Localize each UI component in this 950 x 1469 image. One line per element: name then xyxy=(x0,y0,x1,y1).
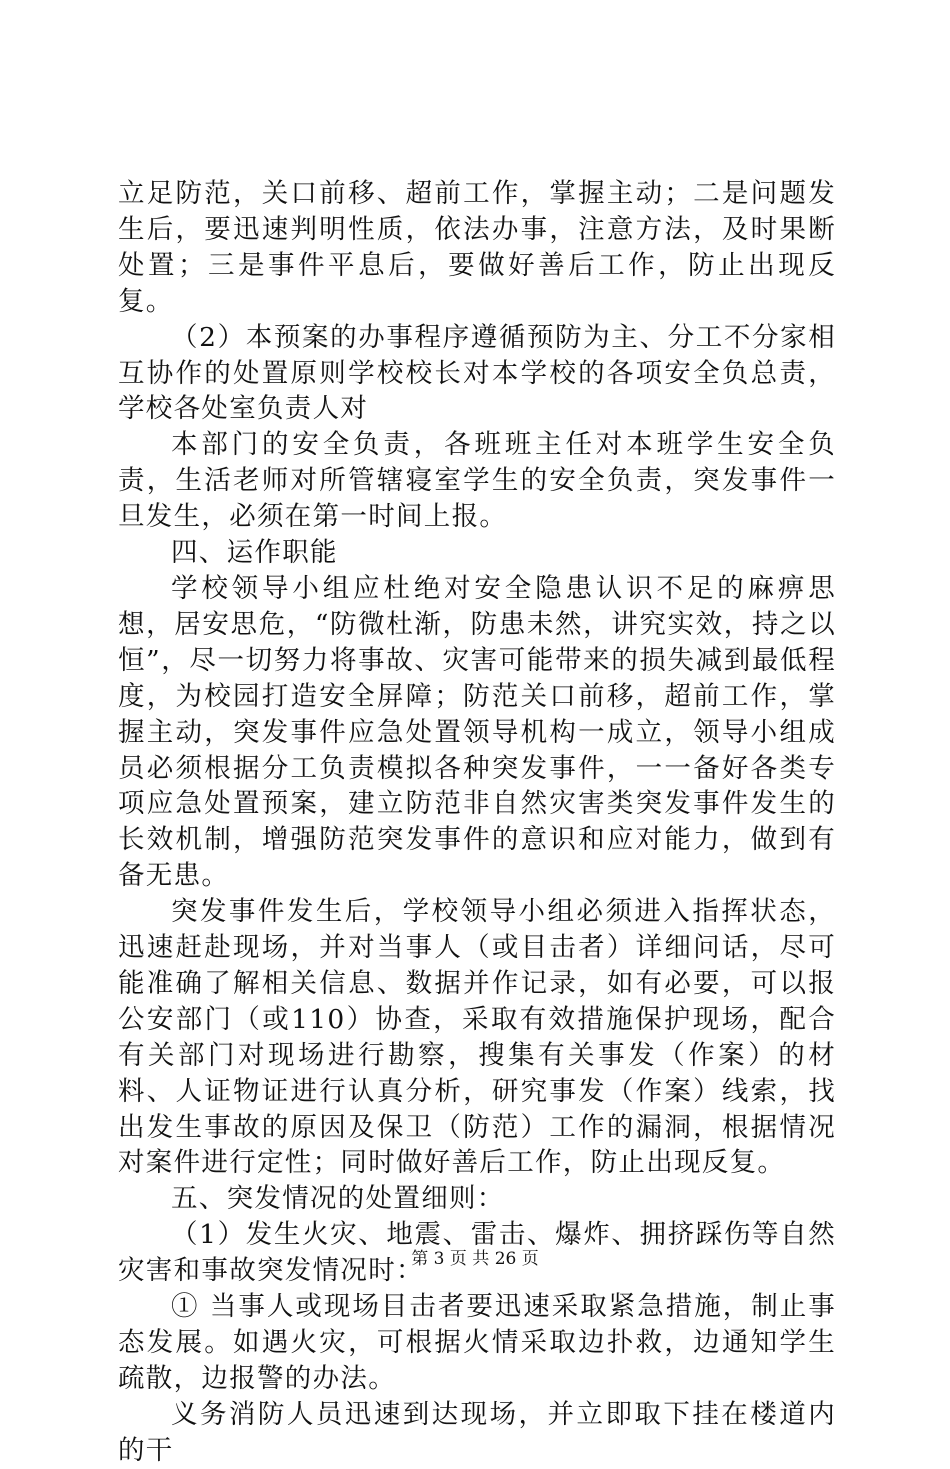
paragraph: 立足防范，关口前移、超前工作，掌握主动；二是问题发生后，要迅速判明性质，依法办事，注意方法，及时果断处置；三是事件平息后，要做好善后工作，防止出现反复。 xyxy=(118,178,836,317)
section-heading: 四、运作职能 xyxy=(171,537,338,569)
paragraph: 学校领导小组应杜绝对安全隐患认识不足的麻痹思想，居安思危，“防微杜渐，防患未然，讲究实效，持之以恒”，尽一切努力将事故、灾害可能带来的损失减到最低程度，为校园打造安全屏障；防范关口前移，超前工作，掌握主动，突发事件应急处置领导机构一成立，领导小组成员必须根据分工负责模拟各种突发事件，一一备好各类专项应急处置预案，建立防范非自然灾害类突发事件发生的长效机制，增强防范突发事件的意识和应对能力，做到有备无患。 xyxy=(118,572,836,892)
section-heading: 五、突发情况的处置细则： xyxy=(171,1183,505,1215)
paragraph: 本部门的安全负责，各班班主任对本班学生安全负责，生活老师对所管辖寝室学生的安全负责，突发事件一旦发生，必须在第一时间上报。 xyxy=(118,429,836,533)
paragraph: （2）本预案的办事程序遵循预防为主、分工不分家相互协作的处置原则学校校长对本学校的各项安全负总责，学校各处室负责人对 xyxy=(118,321,836,425)
document-body xyxy=(118,176,836,1469)
page-number-footer: 第 3 页 共 26 页 xyxy=(411,1249,539,1269)
paragraph: ① 当事人或现场目击者要迅速采取紧急措施，制止事态发展。如遇火灾，可根据火情采取边扑救，边通知学生疏散，边报警的办法。 xyxy=(118,1291,836,1394)
paragraph: （1）发生火灾、地震、雷击、爆炸、拥挤踩伤等自然灾害和事故突发情况时： xyxy=(118,1219,836,1287)
paragraph: 突发事件发生后，学校领导小组必须进入指挥状态，迅速赶赴现场，并对当事人（或目击者）详细问话，尽可能准确了解相关信息、数据并作记录，如有必要，可以报公安部门（或110）协查，采取有效措施保护现场，配合有关部门对现场进行勘察，搜集有关事发（作案）的材料、人证物证进行认真分析，研究事发（作案）线索，找出发生事故的原因及保卫（防范）工作的漏洞，根据情况对案件进行定性；同时做好善后工作，防止出现反复。 xyxy=(118,896,836,1179)
paragraph: 义务消防人员迅速到达现场，并立即取下挂在楼道内的干 xyxy=(118,1398,836,1466)
